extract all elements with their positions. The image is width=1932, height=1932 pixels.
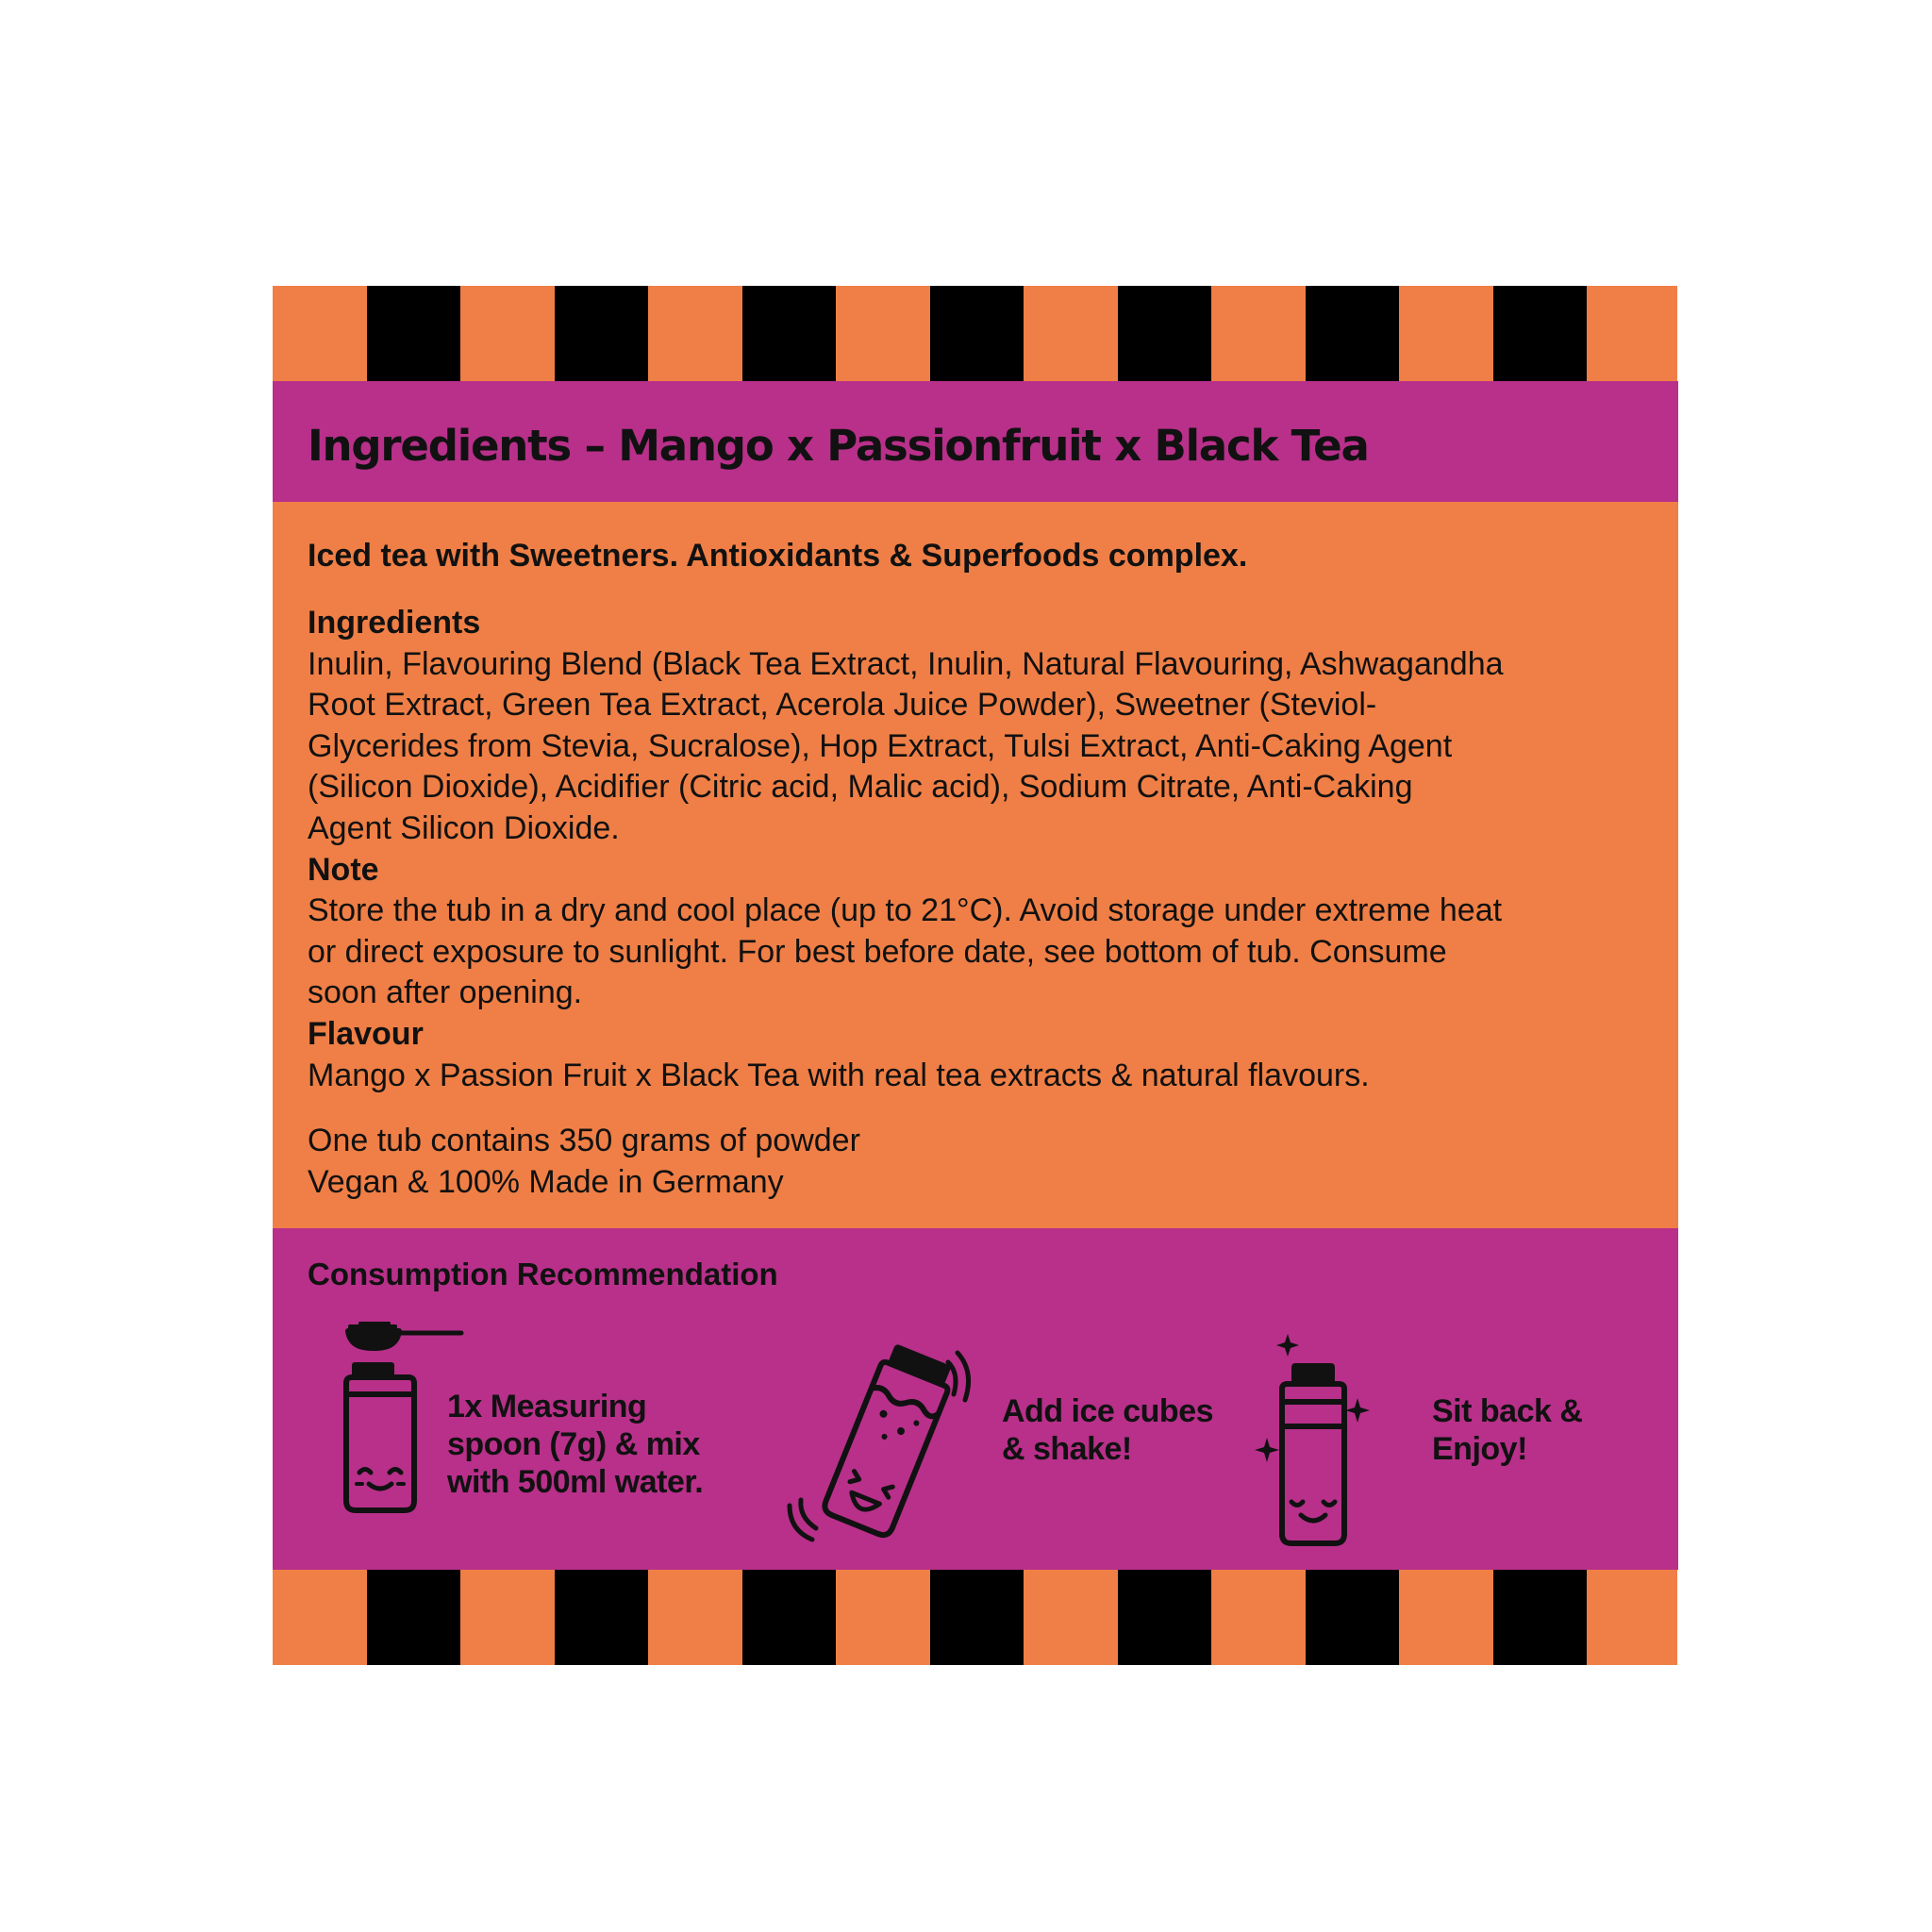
product-description: Iced tea with Sweetners. Antioxidants & Superfoods complex. — [308, 538, 1248, 574]
stripe-block — [1399, 286, 1493, 381]
stripe-block — [930, 1570, 1024, 1665]
step-measure-line: 1x Measuring — [447, 1389, 647, 1424]
stripe-block — [555, 1570, 648, 1665]
stripe-block — [930, 286, 1024, 381]
ingredients-line: Inulin, Flavouring Blend (Black Tea Extract, Inulin, Natural Flavouring, Ashwagandha — [308, 645, 1504, 682]
ingredients-line: Agent Silicon Dioxide. — [308, 809, 620, 846]
stripe-block — [555, 286, 648, 381]
flavour-line: Mango x Passion Fruit x Black Tea with real tea extracts & natural flavours. — [308, 1057, 1370, 1093]
note-line: Store the tub in a dry and cool place (up to 21°C). Avoid storage under extreme heat — [308, 892, 1503, 929]
stripe-block — [367, 286, 460, 381]
note-heading: Note — [308, 851, 379, 888]
bottom-stripe-border — [273, 1570, 1678, 1665]
product-label-panel — [273, 286, 1678, 1665]
step-shake-line: & shake! — [1002, 1431, 1132, 1467]
sparkling-bottle-icon — [1252, 1332, 1403, 1549]
ingredients-panel — [273, 502, 1678, 1228]
stripe-block — [460, 1570, 555, 1665]
step-shake-line: Add ice cubes — [1002, 1393, 1214, 1429]
stripe-block — [1118, 286, 1211, 381]
page-title: Ingredients – Mango x Passionfruit x Black Tea — [308, 421, 1369, 471]
ingredients-heading: Ingredients — [308, 605, 481, 641]
top-stripe-border — [273, 286, 1678, 381]
step-enjoy-line: Enjoy! — [1432, 1431, 1527, 1467]
consumption-title: Consumption Recommendation — [308, 1257, 778, 1291]
step-shake-label — [1002, 1392, 1213, 1468]
stripe-block — [1118, 1570, 1211, 1665]
stripe-block — [273, 286, 367, 381]
info-sections — [308, 603, 1647, 1096]
note-line: soon after opening. — [308, 974, 583, 1011]
note-line: or direct exposure to sunlight. For best before date, see bottom of tub. Consume — [308, 933, 1447, 970]
stripe-block — [273, 1570, 367, 1665]
step-enjoy-label — [1432, 1392, 1582, 1468]
product-facts — [308, 1121, 1647, 1203]
ingredients-line: Root Extract, Green Tea Extract, Acerola Juice Powder), Sweetner (Steviol- — [308, 687, 1377, 724]
stripe-block — [1587, 1570, 1677, 1665]
stripe-block — [1587, 286, 1677, 381]
step-measure-line: with 500ml water. — [447, 1464, 704, 1500]
stripe-block — [648, 286, 742, 381]
step-measure-line: spoon (7g) & mix — [447, 1426, 700, 1462]
vegan-origin: Vegan & 100% Made in Germany — [308, 1163, 784, 1200]
stripe-block — [1211, 1570, 1306, 1665]
stripe-block — [742, 1570, 836, 1665]
tub-contents: One tub contains 350 grams of powder — [308, 1123, 860, 1158]
step-measure-label — [447, 1388, 703, 1501]
stripe-block — [1493, 286, 1587, 381]
ingredients-line: (Silicon Dioxide), Acidifier (Citric acid, Malic acid), Sodium Citrate, Anti-Caking — [308, 769, 1413, 806]
stripe-block — [836, 1570, 930, 1665]
step-enjoy-line: Sit back & — [1432, 1393, 1583, 1429]
flavour-heading: Flavour — [308, 1015, 424, 1052]
stripe-block — [460, 286, 555, 381]
stripe-block — [1024, 1570, 1118, 1665]
stripe-block — [1306, 286, 1399, 381]
ingredients-line: Glycerides from Stevia, Sucralose), Hop Extract, Tulsi Extract, Anti-Caking Agent — [308, 727, 1453, 764]
shaking-bottle-icon — [782, 1340, 990, 1547]
stripe-block — [1399, 1570, 1493, 1665]
stripe-block — [1493, 1570, 1587, 1665]
stripe-block — [836, 286, 930, 381]
stripe-block — [367, 1570, 460, 1665]
consumption-panel — [273, 1228, 1678, 1570]
stripe-block — [1024, 286, 1118, 381]
stripe-block — [648, 1570, 742, 1665]
stripe-block — [742, 286, 836, 381]
stripe-block — [1306, 1570, 1399, 1665]
title-bar — [273, 381, 1678, 502]
stripe-block — [1211, 286, 1306, 381]
